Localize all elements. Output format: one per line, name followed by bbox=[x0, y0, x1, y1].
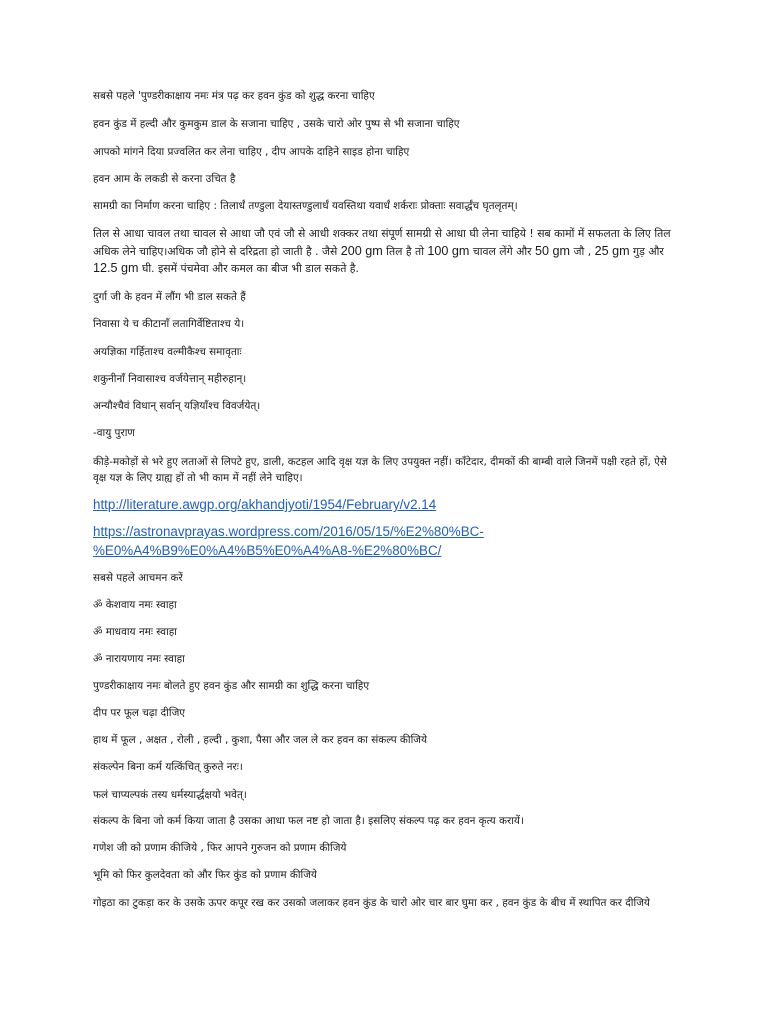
source-citation: -वायु पुराण bbox=[93, 427, 135, 439]
ratio-text: जौ , bbox=[570, 244, 595, 258]
text-line: गणेश जी को प्रणाम कीजिये , फिर आपने गुरुजन को प्रणाम कीजिये bbox=[93, 842, 347, 854]
reference-link[interactable]: https://astronavprayas.wordpress.com/2016/05/15/%E2%80%BC- bbox=[93, 524, 484, 539]
ratio-text: तिल है तो bbox=[382, 244, 428, 258]
text-line: सबसे पहले आचमन करें bbox=[93, 572, 183, 584]
mantra-line: ॐ केशवाय नमः स्वाहा bbox=[93, 599, 177, 611]
quantity: 12.5 gm bbox=[93, 261, 139, 275]
text-line: हाथ में फूल , अक्षत , रोली , हल्दी , कुशा, पैसा और जल ले कर हवन का संकल्प कीजिये bbox=[93, 734, 428, 746]
text-line: सबसे पहले 'पुण्डरीकाक्षाय नमः मंत्र पढ़ कर हवन कुंड को शुद्ध करना चाहिए bbox=[93, 90, 375, 102]
text-line: गोइठा का टुकड़ा कर के उसके ऊपर कपूर रख कर उसको जलाकर हवन कुंड के चारो ओर चार बार घुमा कर , हवन कुंड के बीच में स्थापित कर दीजिये bbox=[93, 897, 650, 909]
quantity: 25 gm bbox=[594, 243, 630, 258]
text-line: दुर्गा जी के हवन में लौंग भी डाल सकते हैं bbox=[93, 291, 246, 303]
reference-link[interactable]: http://literature.awgp.org/akhandjyoti/1954/February/v2.14 bbox=[93, 497, 437, 512]
text-line: अयज्ञिका गर्हिताश्च वल्मीकैश्च समावृताः bbox=[93, 346, 242, 358]
text-line: आपको मांगने दिया प्रज्वलित कर लेना चाहिए , दीप आपके दाहिने साइड होना चाहिए bbox=[93, 146, 410, 158]
ratio-text: घी. इसमें पंचमेवा और कमल का बीज भी डाल सकते है. bbox=[138, 262, 359, 275]
text-line: भूमि को फिर कुलदेवता को और फिर कुंड को प्रणाम कीजिये bbox=[93, 869, 317, 881]
ratio-text: तिल से आधा चावल तथा चावल से आधा जौ एवं जौ से आधी शक्कर तथा संपूर्ण सामग्री से आधा घी लेना चाहिये ! सब कामों में सफलता के लिए तिल अधिक लेने चाहिए।अधिक जौ होने से दरिद्रता हो जाती है . जैसे bbox=[93, 227, 671, 258]
text-line: हवन आम के लकडी से करना उचित है bbox=[93, 173, 236, 185]
mantra-line: ॐ नारायणाय नमः स्वाहा bbox=[93, 653, 185, 665]
ratio-text: गुड़ और bbox=[629, 244, 664, 258]
text-line: संकल्पेन बिना कर्म यत्किंचित् कुरुते नरः। bbox=[93, 761, 243, 773]
reference-link-continued[interactable]: %E0%A4%B9%E0%A4%B5%E0%A4%A8-%E2%80%BC/ bbox=[93, 543, 442, 558]
text-line: फलं चाप्यल्पकं तस्य धर्मस्यार्द्धक्षयो भवेत्। bbox=[93, 789, 247, 801]
trees-paragraph: कीड़े-मकोड़ों से भरे हुए लताओं से लिपटे हुए, डाली, कटहल आदि वृक्ष यज्ञ के लिए उपयुक्त नहीं। काँटेदार, दीमकों की बाम्बी वाले जिनमें पक्षी रहते हों, ऐसे वृक्ष यज्ञ के लिए ग्राह्य हों तो भी काम में नहीं लेने चाहिए। bbox=[93, 456, 667, 484]
text-line: शकुनीनाँ निवासाश्च वर्जयेत्तान् महीरुहान्। bbox=[93, 373, 247, 385]
text-line: संकल्प के बिना जो कर्म किया जाता है उसका आधा फल नष्ट हो जाता है। इसलिए संकल्प पढ़ कर हवन कृत्य करायें। bbox=[93, 815, 524, 827]
text-line: निवासा ये च कीटानाँ लतागिर्वेष्टिताश्च ये। bbox=[93, 318, 245, 330]
quantity: 100 gm bbox=[427, 243, 470, 258]
ratio-text: चावल लेंगे और bbox=[469, 244, 536, 258]
text-line: दीप पर फूल चढ़ा दीजिए bbox=[93, 707, 186, 719]
text-line: सामग्री का निर्माण करना चाहिए : तिलार्धं तण्डुला देयास्तण्डुलार्धं यवस्तिथा यवार्धं शर्कराः प्रोक्ताः सवार्द्धंच घृतलृतम्। bbox=[93, 200, 518, 212]
text-line: हवन कुंड में हल्दी और कुमकुम डाल के सजाना चाहिए , उसके चारो ओर पुष्प से भी सजाना चाहिए bbox=[93, 118, 460, 130]
ratio-paragraph bbox=[93, 225, 679, 278]
mantra-line: ॐ माधवाय नमः स्वाहा bbox=[93, 626, 177, 638]
text-line: पुण्डरीकाक्षाय नमः बोलते हुए हवन कुंड और सामग्री का शुद्धि करना चाहिए bbox=[93, 680, 370, 692]
quantity: 50 gm bbox=[535, 243, 571, 258]
text-line: अन्यौश्चैवं विधान् सर्वान् यज्ञियाँश्च विवर्जयेत्। bbox=[93, 400, 261, 412]
quantity: 200 gm bbox=[340, 243, 383, 258]
